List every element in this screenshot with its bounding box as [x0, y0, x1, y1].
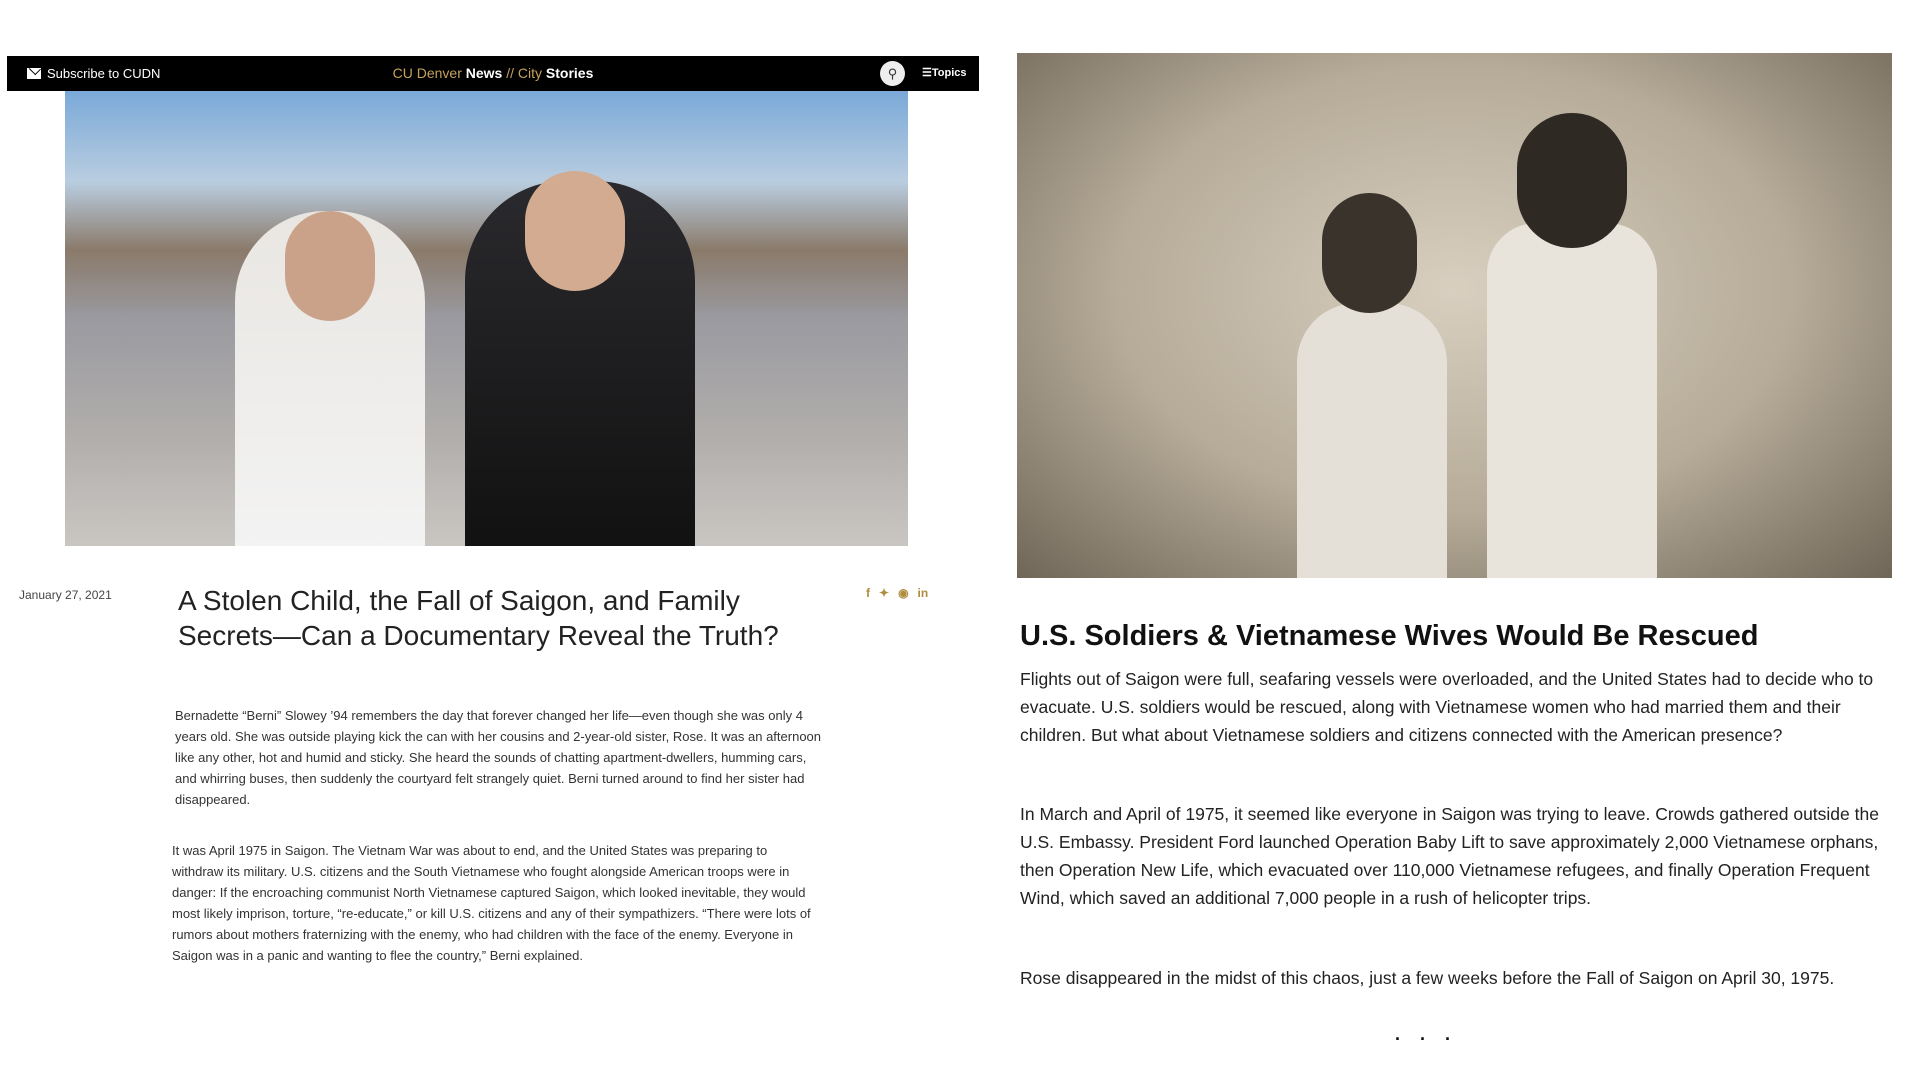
brand-stories: Stories — [545, 65, 594, 81]
linkedin-icon[interactable]: in — [917, 586, 929, 600]
hamburger-icon: ☰ — [922, 67, 932, 79]
site-header — [7, 56, 979, 91]
archival-photo — [1017, 53, 1892, 578]
subscribe-label: Subscribe to CUDN — [47, 66, 161, 81]
article-paragraph: Bernadette “Berni” Slowey ’94 remembers the day that forever changed her life—even though she was only 4 years old. She was outside playing kick the can with her cousins and 2-year-old sister, Rose. It was an afternoon like any other, hot and humid and sticky. She heard the sounds of chatting apartment-dwellers, humming cars, and whirring buses, then suddenly the courtyard felt strangely quiet. Berni turned around to find her sister had disappeared. — [175, 708, 822, 807]
topics-label: Topics — [931, 67, 967, 79]
share-icons — [866, 586, 928, 600]
article-title: A Stolen Child, the Fall of Saigon, and Family Secrets—Can a Documentary Reveal the Truth? — [178, 585, 779, 651]
search-icon[interactable]: ⚲ — [880, 61, 905, 86]
section-paragraph: Rose disappeared in the midst of this chaos, just a few weeks before the Fall of Saigon on April 30, 1975. — [1020, 968, 1835, 988]
brand-separator: // — [506, 65, 514, 81]
article-paragraph: It was April 1975 in Saigon. The Vietnam War was about to end, and the United States was preparing to withdraw its military. U.S. citizens and the South Vietnamese who fought alongside American troops were in danger: If the encroaching communist North Vietnamese captured Saigon, which looked inevitable, they would most likely imprison, torture, “re-educate,” or kill U.S. citizens and any of their sympathizers. “There were lots of rumors about mothers fraternizing with the enemy, who had children with the face of the enemy. Everyone in Saigon was in a panic and wanting to flee the country,” Berni explained. — [172, 843, 811, 963]
section-separator: ... — [1395, 1024, 1471, 1044]
section-heading: U.S. Soldiers & Vietnamese Wives Would Be Rescued — [1020, 620, 1759, 652]
brand-news: News — [465, 65, 503, 81]
reddit-icon[interactable]: ◉ — [898, 586, 909, 600]
section-paragraph: In March and April of 1975, it seemed like everyone in Saigon was trying to leave. Crowds gathered outside the U.S. Embassy. President Ford launched Operation Baby Lift to save approximately 2,000 Vietnamese orphans, then Operation New Life, which evacuated over 110,000 Vietnamese refugees, and finally Operation Frequent Wind, which saved an additional 7,000 people in a rush of helicopter trips. — [1020, 804, 1879, 908]
topics-menu-button[interactable] — [922, 66, 967, 79]
brand-cu-denver: CU Denver — [392, 65, 462, 81]
facebook-icon[interactable]: f — [866, 586, 870, 600]
article-date: January 27, 2021 — [19, 588, 112, 602]
section-paragraph: Flights out of Saigon were full, seafaring vessels were overloaded, and the United States had to decide who to evacuate. U.S. soldiers would be rescued, along with Vietnamese women who had married them and their children. But what about Vietnamese soldiers and citizens connected with the American presence? — [1020, 669, 1874, 745]
hero-photo — [65, 91, 908, 546]
brand-city: City — [517, 65, 543, 81]
site-brand[interactable] — [7, 65, 979, 81]
twitter-icon[interactable]: ✦ — [879, 586, 890, 600]
